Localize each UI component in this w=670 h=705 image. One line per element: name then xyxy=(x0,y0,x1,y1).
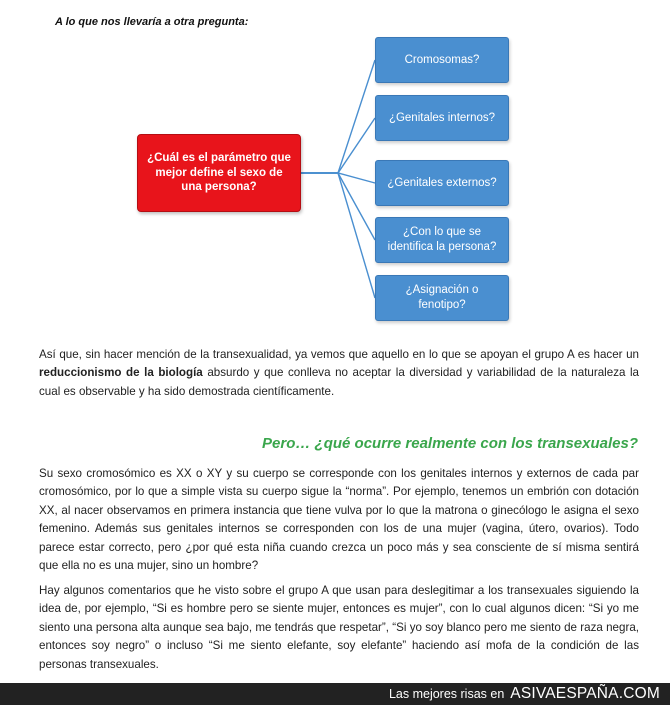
connector-1 xyxy=(301,60,375,173)
watermark-footer xyxy=(0,683,670,705)
intro-text: A lo que nos llevaría a otra pregunta: xyxy=(55,16,249,28)
paragraph-1-bold: reduccionismo de la biología xyxy=(39,366,203,380)
paragraph-1 xyxy=(39,346,639,401)
root-question-box: ¿Cuál es el parámetro que mejor define el sexo de una persona? xyxy=(137,134,301,212)
paragraph-2: Su sexo cromosómico es XX o XY y su cuerpo se corresponde con los genitales internos y externos de cada par cromosómico, por lo que a simple vista su cuerpo sigue la “norma”. Por ejemplo, tenemos un embrión con dotación XX, al nacer observamos en primera instancia que tiene vulva por lo que la matrona o ginecólogo le asigna el sexo femenino. Además sus genitales internos se corresponden con los de una mujer (vagina, útero, ovarios). Todo parece estar correcto, pero ¿por qué esta niña cuando crezca un poco más y sea consciente de sí misma sentirá que ella no es una mujer, sino un hombre? xyxy=(39,467,639,573)
concept-diagram xyxy=(0,0,670,340)
connector-4 xyxy=(301,173,375,240)
paragraph-1-part1: Así que, sin hacer mención de la transexualidad, ya vemos que aquello en lo que se apoyan el grupo A es hacer un xyxy=(39,348,639,361)
section-heading: Pero… ¿qué ocurre realmente con los transexuales? xyxy=(262,435,638,452)
leaf-cromosomas: Cromosomas? xyxy=(375,37,509,83)
leaf-asignacion: ¿Asignación o fenotipo? xyxy=(375,275,509,321)
connector-2 xyxy=(301,118,375,173)
paragraph-1-part2: absurdo y que conlleva no aceptar la diversidad y variabilidad de la naturaleza la cual es observable y ha sido demostrada científicamente. xyxy=(39,366,640,398)
leaf-genitales-internos: ¿Genitales internos? xyxy=(375,95,509,141)
footer-brand: ASIVAESPAÑA.COM xyxy=(510,685,660,702)
paragraph-3: Hay algunos comentarios que he visto sobre el grupo A que usan para deslegitimar a los transexuales siguiendo la idea de, por ejemplo, “Si es hombre pero se siente mujer, entonces es mujer”, con lo cual algunos dicen: “Si yo me siento una persona alta aunque sea bajo, me tendrás que respetar”, “Si yo soy blanco pero me siento de raza negra, entonces soy negro” o incluso “Si me siento elefante, soy elefante” haciendo así mofa de la condición de las personas transexuales. xyxy=(39,584,639,671)
leaf-identifica: ¿Con lo que se identifica la persona? xyxy=(375,217,509,263)
diagram-connectors xyxy=(0,0,670,340)
footer-tagline: Las mejores risas en xyxy=(388,687,505,701)
leaf-genitales-externos: ¿Genitales externos? xyxy=(375,160,509,206)
connector-5 xyxy=(301,173,375,298)
